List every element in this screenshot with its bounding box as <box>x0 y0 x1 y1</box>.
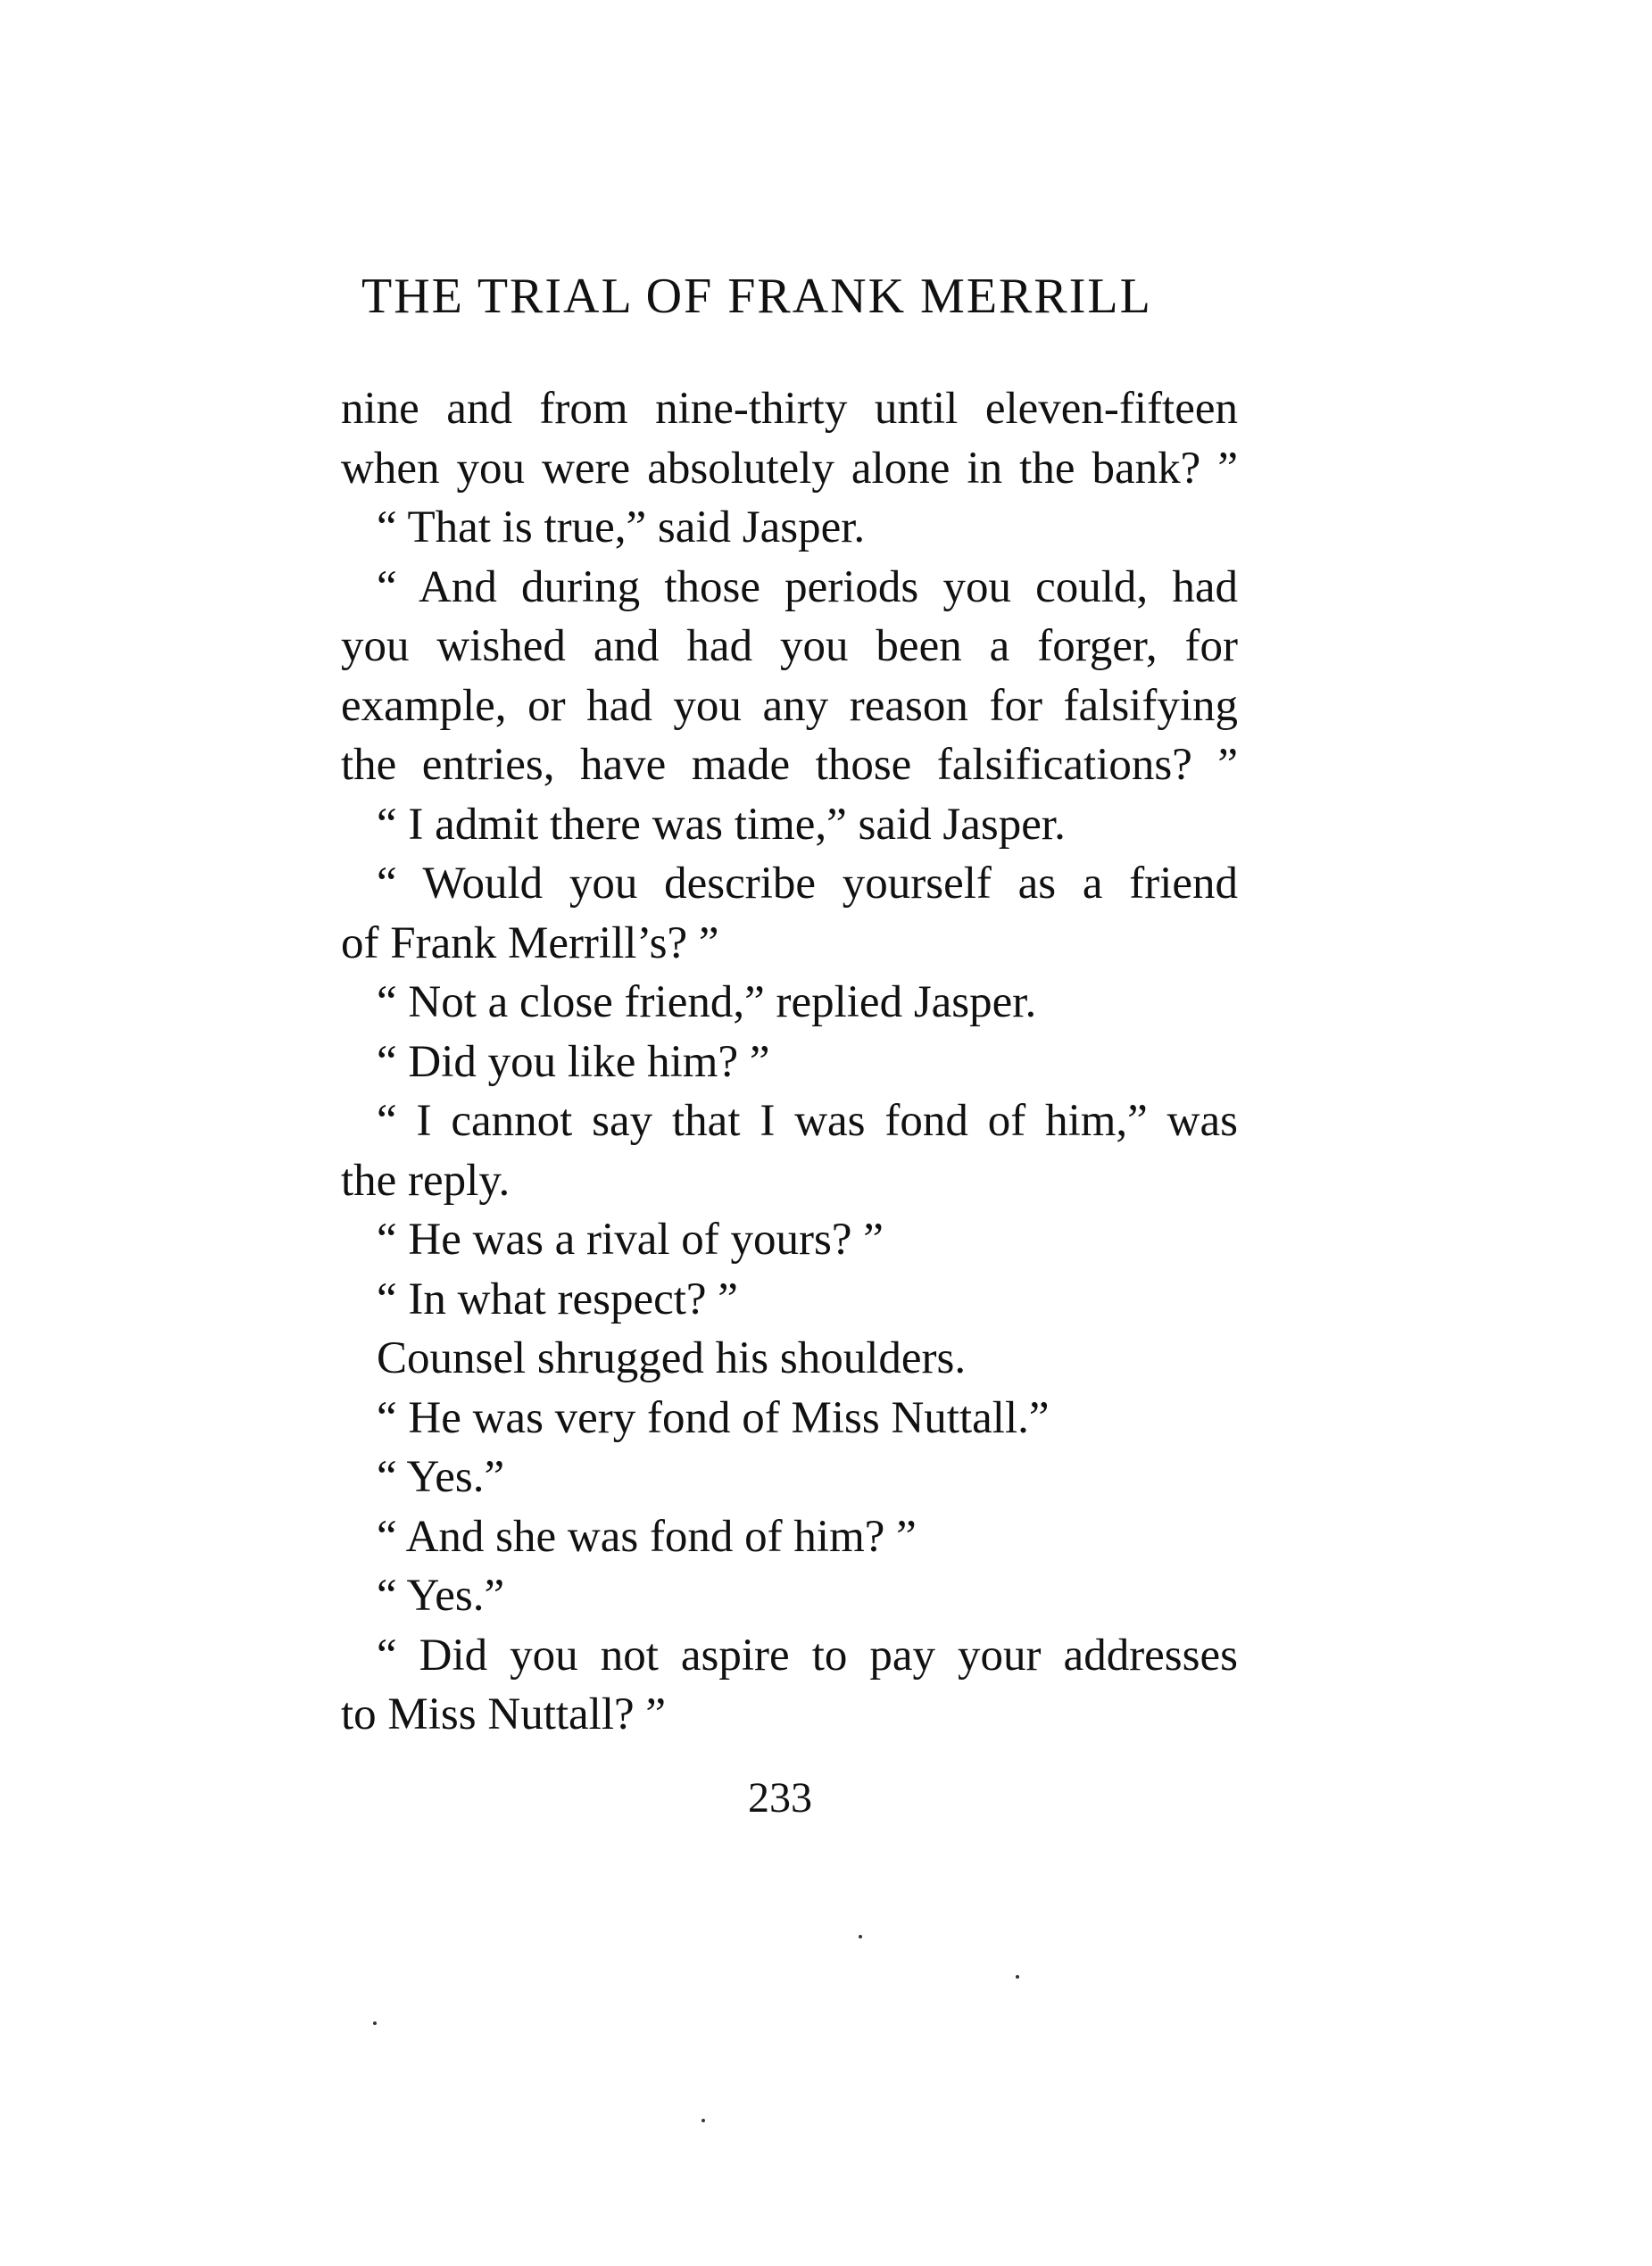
text-line: “ And during those periods you could, had <box>377 561 1238 612</box>
text-line: “ And she was fond of him? ” <box>377 1511 917 1562</box>
text-line: “ Would you describe yourself as a friend <box>377 859 1238 909</box>
text-line: of Frank Merrill’s? ” <box>341 917 719 968</box>
text-line: when you were absolutely alone in the bank? ” <box>341 443 1238 494</box>
text-line: “ I cannot say that I was fond of him,” was <box>377 1096 1238 1146</box>
scan-speck <box>373 2021 377 2025</box>
scan-speck <box>701 2119 705 2122</box>
page-number: 233 <box>748 1774 812 1822</box>
text-line: “ Did you like him? ” <box>377 1036 770 1087</box>
text-line: “ That is true,” said Jasper. <box>377 502 866 552</box>
body-text <box>341 379 1238 1745</box>
text-line: nine and from nine-thirty until eleven-fifteen <box>341 384 1238 434</box>
text-line: the entries, have made those falsifications? ” <box>341 740 1238 790</box>
text-line: “ Yes.” <box>377 1452 505 1502</box>
text-line: “ Not a close friend,” replied Jasper. <box>377 977 1037 1027</box>
running-head: THE TRIAL OF FRANK MERRILL <box>361 269 1152 324</box>
text-line: example, or had you any reason for falsifying <box>341 680 1238 731</box>
text-line: to Miss Nuttall? ” <box>341 1689 667 1739</box>
text-line: “ He was a rival of yours? ” <box>377 1215 884 1265</box>
text-line: “ I admit there was time,” said Jasper. <box>377 799 1066 850</box>
scan-speck <box>1016 1975 1019 1979</box>
text-line: “ In what respect? ” <box>377 1274 738 1324</box>
text-line: “ He was very fond of Miss Nuttall.” <box>377 1392 1050 1443</box>
text-line: the reply. <box>341 1155 511 1206</box>
text-line: “ Yes.” <box>377 1571 505 1621</box>
text-line: “ Did you not aspire to pay your addresses <box>377 1630 1238 1681</box>
text-line: Counsel shrugged his shoulders. <box>377 1333 967 1383</box>
scan-speck <box>859 1935 862 1938</box>
text-line: you wished and had you been a forger, for <box>341 621 1238 671</box>
